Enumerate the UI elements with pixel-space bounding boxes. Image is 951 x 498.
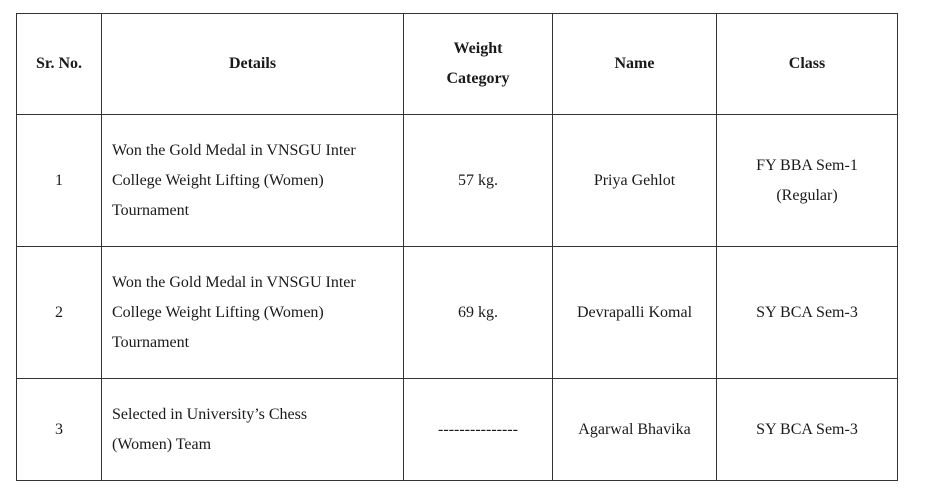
cell-weight-category: 69 kg. [404,247,553,379]
cell-name: Agarwal Bhavika [553,379,717,481]
header-details: Details [102,14,404,115]
cell-sr-no: 1 [17,115,102,247]
cell-sr-no: 2 [17,247,102,379]
cell-weight-category: 57 kg. [404,115,553,247]
table-row [17,247,898,379]
achievements-table [16,13,898,481]
cell-name: Devrapalli Komal [553,247,717,379]
table-header-row [17,14,898,115]
cell-details: Won the Gold Medal in VNSGU Inter College Weight Lifting (Women) Tournament [102,247,404,379]
cell-name: Priya Gehlot [553,115,717,247]
cell-class: FY BBA Sem-1 (Regular) [717,115,898,247]
header-sr-no: Sr. No. [17,14,102,115]
header-class: Class [717,14,898,115]
cell-details: Won the Gold Medal in VNSGU Inter College Weight Lifting (Women) Tournament [102,115,404,247]
cell-weight-category: --------------- [404,379,553,481]
cell-class: SY BCA Sem-3 [717,379,898,481]
cell-sr-no: 3 [17,379,102,481]
table-row [17,115,898,247]
header-name: Name [553,14,717,115]
cell-details: Selected in University’s Chess (Women) Team [102,379,404,481]
cell-class: SY BCA Sem-3 [717,247,898,379]
header-weight-category: Weight Category [404,14,553,115]
table-row [17,379,898,481]
